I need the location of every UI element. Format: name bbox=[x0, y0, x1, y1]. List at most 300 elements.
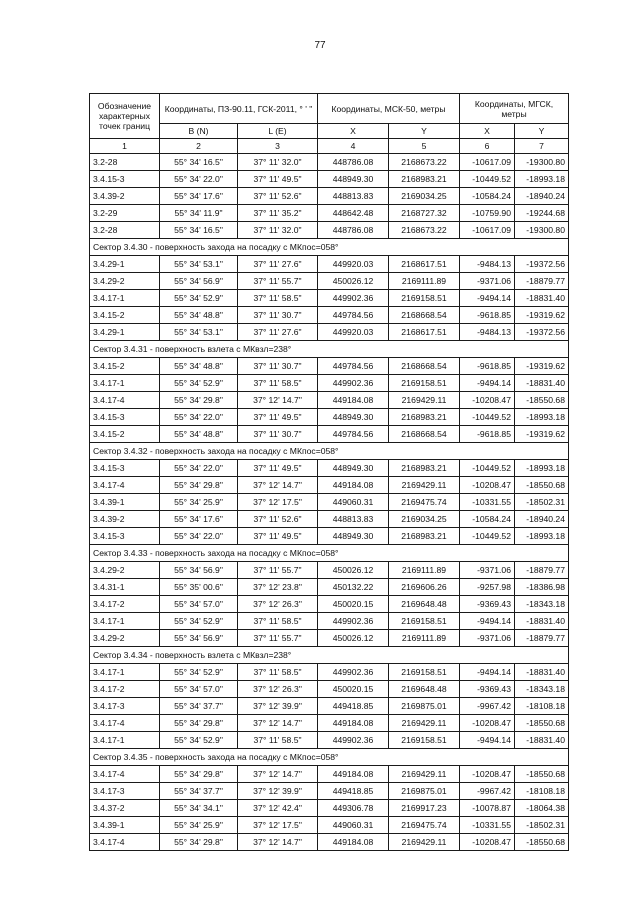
mgsk-x-cell: -9967.42 bbox=[460, 783, 515, 800]
table-row bbox=[90, 715, 569, 732]
mgsk-x-cell: -10449.52 bbox=[460, 171, 515, 188]
mgsk-y-cell: -18831.40 bbox=[515, 664, 569, 681]
header-coords-msk50: Координаты, МСК-50, метры bbox=[318, 94, 460, 124]
longitude-l-cell: 37° 12' 14.7" bbox=[238, 834, 318, 851]
mgsk-y-cell: -18386.98 bbox=[515, 579, 569, 596]
mgsk-x-cell: -9484.13 bbox=[460, 256, 515, 273]
table-row bbox=[90, 817, 569, 834]
table-row bbox=[90, 188, 569, 205]
mgsk-x-cell: -10208.47 bbox=[460, 766, 515, 783]
msk-y-cell: 2169606.26 bbox=[389, 579, 460, 596]
msk-x-cell: 449184.08 bbox=[318, 766, 389, 783]
longitude-l-cell: 37° 11' 58.5" bbox=[238, 613, 318, 630]
longitude-l-cell: 37° 12' 17.5" bbox=[238, 817, 318, 834]
latitude-b-cell: 55° 34' 29.8" bbox=[160, 766, 238, 783]
point-id-cell: 3.4.15-2 bbox=[90, 358, 160, 375]
section-title: Сектор 3.4.32 - поверхность захода на посадку с МКпос=058° bbox=[90, 443, 569, 460]
table-row bbox=[90, 698, 569, 715]
mgsk-x-cell: -10584.24 bbox=[460, 188, 515, 205]
msk-x-cell: 449784.56 bbox=[318, 307, 389, 324]
table-row bbox=[90, 222, 569, 239]
mgsk-x-cell: -9494.14 bbox=[460, 664, 515, 681]
longitude-l-cell: 37° 11' 55.7" bbox=[238, 630, 318, 647]
coordinates-table bbox=[89, 93, 569, 851]
latitude-b-cell: 55° 34' 17.6" bbox=[160, 188, 238, 205]
mgsk-x-cell: -10208.47 bbox=[460, 392, 515, 409]
msk-y-cell: 2168727.32 bbox=[389, 205, 460, 222]
mgsk-y-cell: -18831.40 bbox=[515, 732, 569, 749]
longitude-l-cell: 37° 12' 14.7" bbox=[238, 392, 318, 409]
mgsk-y-cell: -18550.68 bbox=[515, 392, 569, 409]
point-id-cell: 3.4.17-1 bbox=[90, 290, 160, 307]
table-row bbox=[90, 409, 569, 426]
latitude-b-cell: 55° 34' 53.1" bbox=[160, 324, 238, 341]
mgsk-y-cell: -18343.18 bbox=[515, 596, 569, 613]
msk-x-cell: 449902.36 bbox=[318, 664, 389, 681]
latitude-b-cell: 55° 34' 52.9" bbox=[160, 613, 238, 630]
point-id-cell: 3.4.17-4 bbox=[90, 766, 160, 783]
table-row bbox=[90, 562, 569, 579]
msk-x-cell: 449784.56 bbox=[318, 426, 389, 443]
msk-x-cell: 449902.36 bbox=[318, 290, 389, 307]
msk-y-cell: 2169429.11 bbox=[389, 392, 460, 409]
table-body bbox=[90, 154, 569, 851]
table-row bbox=[90, 783, 569, 800]
longitude-l-cell: 37° 11' 30.7" bbox=[238, 426, 318, 443]
longitude-l-cell: 37° 11' 30.7" bbox=[238, 307, 318, 324]
msk-x-cell: 448949.30 bbox=[318, 460, 389, 477]
latitude-b-cell: 55° 34' 22.0" bbox=[160, 460, 238, 477]
mgsk-y-cell: -18064.38 bbox=[515, 800, 569, 817]
point-id-cell: 3.2-28 bbox=[90, 222, 160, 239]
table-row bbox=[90, 205, 569, 222]
latitude-b-cell: 55° 34' 48.8" bbox=[160, 426, 238, 443]
latitude-b-cell: 55° 34' 34.1" bbox=[160, 800, 238, 817]
msk-x-cell: 449306.78 bbox=[318, 800, 389, 817]
latitude-b-cell: 55° 34' 48.8" bbox=[160, 358, 238, 375]
table-row bbox=[90, 613, 569, 630]
latitude-b-cell: 55° 34' 56.9" bbox=[160, 273, 238, 290]
latitude-b-cell: 55° 34' 37.7" bbox=[160, 698, 238, 715]
table-row bbox=[90, 324, 569, 341]
msk-x-cell: 450026.12 bbox=[318, 630, 389, 647]
msk-y-cell: 2168668.54 bbox=[389, 426, 460, 443]
header-y-msk: Y bbox=[389, 124, 460, 139]
mgsk-y-cell: -18550.68 bbox=[515, 477, 569, 494]
mgsk-y-cell: -18993.18 bbox=[515, 460, 569, 477]
header-coords-pz9011: Координаты, ПЗ-90.11, ГСК-2011, ° ' " bbox=[160, 94, 318, 124]
msk-y-cell: 2168983.21 bbox=[389, 460, 460, 477]
msk-x-cell: 448949.30 bbox=[318, 171, 389, 188]
msk-x-cell: 449060.31 bbox=[318, 494, 389, 511]
longitude-l-cell: 37° 11' 55.7" bbox=[238, 562, 318, 579]
table-row bbox=[90, 273, 569, 290]
msk-x-cell: 448786.08 bbox=[318, 222, 389, 239]
mgsk-x-cell: -10078.87 bbox=[460, 800, 515, 817]
latitude-b-cell: 55° 34' 29.8" bbox=[160, 392, 238, 409]
msk-x-cell: 449184.08 bbox=[318, 715, 389, 732]
msk-y-cell: 2169429.11 bbox=[389, 766, 460, 783]
section-row bbox=[90, 341, 569, 358]
point-id-cell: 3.4.17-4 bbox=[90, 715, 160, 732]
msk-y-cell: 2169475.74 bbox=[389, 817, 460, 834]
msk-y-cell: 2169158.51 bbox=[389, 613, 460, 630]
latitude-b-cell: 55° 34' 22.0" bbox=[160, 409, 238, 426]
msk-y-cell: 2169111.89 bbox=[389, 273, 460, 290]
longitude-l-cell: 37° 12' 14.7" bbox=[238, 477, 318, 494]
mgsk-y-cell: -19244.68 bbox=[515, 205, 569, 222]
mgsk-x-cell: -9371.06 bbox=[460, 562, 515, 579]
longitude-l-cell: 37° 12' 42.4" bbox=[238, 800, 318, 817]
longitude-l-cell: 37° 11' 49.5" bbox=[238, 528, 318, 545]
latitude-b-cell: 55° 34' 29.8" bbox=[160, 834, 238, 851]
mgsk-x-cell: -9371.06 bbox=[460, 630, 515, 647]
longitude-l-cell: 37° 11' 58.5" bbox=[238, 664, 318, 681]
mgsk-x-cell: -9484.13 bbox=[460, 324, 515, 341]
msk-x-cell: 449920.03 bbox=[318, 256, 389, 273]
longitude-l-cell: 37° 11' 32.0" bbox=[238, 222, 318, 239]
mgsk-y-cell: -18993.18 bbox=[515, 528, 569, 545]
msk-y-cell: 2168617.51 bbox=[389, 324, 460, 341]
msk-x-cell: 449060.31 bbox=[318, 817, 389, 834]
header-l: L (E) bbox=[238, 124, 318, 139]
table-row bbox=[90, 154, 569, 171]
table-row bbox=[90, 732, 569, 749]
msk-x-cell: 448813.83 bbox=[318, 188, 389, 205]
msk-y-cell: 2169648.48 bbox=[389, 596, 460, 613]
point-id-cell: 3.4.15-3 bbox=[90, 528, 160, 545]
latitude-b-cell: 55° 34' 16.5" bbox=[160, 154, 238, 171]
msk-y-cell: 2168673.22 bbox=[389, 154, 460, 171]
msk-y-cell: 2168668.54 bbox=[389, 307, 460, 324]
point-id-cell: 3.4.39-1 bbox=[90, 494, 160, 511]
msk-x-cell: 449184.08 bbox=[318, 392, 389, 409]
msk-y-cell: 2169875.01 bbox=[389, 698, 460, 715]
mgsk-x-cell: -9494.14 bbox=[460, 613, 515, 630]
point-id-cell: 3.4.29-1 bbox=[90, 324, 160, 341]
mgsk-x-cell: -9494.14 bbox=[460, 290, 515, 307]
point-id-cell: 3.4.29-2 bbox=[90, 630, 160, 647]
table-row bbox=[90, 834, 569, 851]
section-row bbox=[90, 749, 569, 766]
section-row bbox=[90, 545, 569, 562]
mgsk-x-cell: -10617.09 bbox=[460, 154, 515, 171]
mgsk-x-cell: -10449.52 bbox=[460, 460, 515, 477]
latitude-b-cell: 55° 34' 57.0" bbox=[160, 681, 238, 698]
mgsk-x-cell: -9371.06 bbox=[460, 273, 515, 290]
mgsk-x-cell: -10208.47 bbox=[460, 477, 515, 494]
longitude-l-cell: 37° 11' 27.6" bbox=[238, 324, 318, 341]
header-b: B (N) bbox=[160, 124, 238, 139]
mgsk-y-cell: -18940.24 bbox=[515, 511, 569, 528]
longitude-l-cell: 37° 11' 27.6" bbox=[238, 256, 318, 273]
section-row bbox=[90, 647, 569, 664]
point-id-cell: 3.4.17-4 bbox=[90, 392, 160, 409]
mgsk-x-cell: -10331.55 bbox=[460, 494, 515, 511]
column-number: 1 bbox=[90, 139, 160, 154]
latitude-b-cell: 55° 34' 17.6" bbox=[160, 511, 238, 528]
msk-y-cell: 2169034.25 bbox=[389, 511, 460, 528]
mgsk-x-cell: -9618.85 bbox=[460, 307, 515, 324]
longitude-l-cell: 37° 11' 58.5" bbox=[238, 375, 318, 392]
point-id-cell: 3.4.31-1 bbox=[90, 579, 160, 596]
latitude-b-cell: 55° 34' 22.0" bbox=[160, 528, 238, 545]
latitude-b-cell: 55° 35' 00.6" bbox=[160, 579, 238, 596]
msk-x-cell: 448949.30 bbox=[318, 409, 389, 426]
point-id-cell: 3.4.17-4 bbox=[90, 834, 160, 851]
table-row bbox=[90, 596, 569, 613]
column-number: 4 bbox=[318, 139, 389, 154]
mgsk-y-cell: -18993.18 bbox=[515, 409, 569, 426]
point-id-cell: 3.4.15-3 bbox=[90, 171, 160, 188]
section-title: Сектор 3.4.30 - поверхность захода на посадку с МКпос=058° bbox=[90, 239, 569, 256]
latitude-b-cell: 55° 34' 29.8" bbox=[160, 477, 238, 494]
latitude-b-cell: 55° 34' 25.9" bbox=[160, 494, 238, 511]
mgsk-x-cell: -10331.55 bbox=[460, 817, 515, 834]
table-row bbox=[90, 579, 569, 596]
mgsk-x-cell: -9369.43 bbox=[460, 596, 515, 613]
section-title: Сектор 3.4.35 - поверхность захода на посадку с МКпос=058° bbox=[90, 749, 569, 766]
table-row bbox=[90, 800, 569, 817]
longitude-l-cell: 37° 12' 26.3" bbox=[238, 596, 318, 613]
point-id-cell: 3.4.15-2 bbox=[90, 307, 160, 324]
latitude-b-cell: 55° 34' 16.5" bbox=[160, 222, 238, 239]
point-id-cell: 3.4.17-3 bbox=[90, 783, 160, 800]
msk-x-cell: 449784.56 bbox=[318, 358, 389, 375]
section-row bbox=[90, 239, 569, 256]
point-id-cell: 3.4.29-1 bbox=[90, 256, 160, 273]
table-row bbox=[90, 766, 569, 783]
msk-x-cell: 448949.30 bbox=[318, 528, 389, 545]
mgsk-y-cell: -18108.18 bbox=[515, 698, 569, 715]
msk-y-cell: 2169034.25 bbox=[389, 188, 460, 205]
mgsk-y-cell: -18550.68 bbox=[515, 834, 569, 851]
mgsk-y-cell: -19300.80 bbox=[515, 154, 569, 171]
table-row bbox=[90, 426, 569, 443]
header-x-msk: X bbox=[318, 124, 389, 139]
mgsk-y-cell: -19372.56 bbox=[515, 256, 569, 273]
table-header bbox=[90, 94, 569, 154]
msk-y-cell: 2168983.21 bbox=[389, 528, 460, 545]
mgsk-y-cell: -18502.31 bbox=[515, 494, 569, 511]
msk-y-cell: 2169158.51 bbox=[389, 732, 460, 749]
msk-y-cell: 2169429.11 bbox=[389, 477, 460, 494]
longitude-l-cell: 37° 12' 14.7" bbox=[238, 766, 318, 783]
mgsk-y-cell: -18940.24 bbox=[515, 188, 569, 205]
latitude-b-cell: 55° 34' 25.9" bbox=[160, 817, 238, 834]
msk-x-cell: 449902.36 bbox=[318, 375, 389, 392]
msk-y-cell: 2168668.54 bbox=[389, 358, 460, 375]
msk-x-cell: 449902.36 bbox=[318, 732, 389, 749]
msk-y-cell: 2169429.11 bbox=[389, 834, 460, 851]
point-id-cell: 3.4.17-1 bbox=[90, 732, 160, 749]
latitude-b-cell: 55° 34' 52.9" bbox=[160, 664, 238, 681]
msk-y-cell: 2169917.23 bbox=[389, 800, 460, 817]
section-title: Сектор 3.4.34 - поверхность взлета с МКвзл=238° bbox=[90, 647, 569, 664]
column-number: 7 bbox=[515, 139, 569, 154]
mgsk-y-cell: -18879.77 bbox=[515, 273, 569, 290]
page-number: 77 bbox=[314, 40, 326, 51]
mgsk-x-cell: -9967.42 bbox=[460, 698, 515, 715]
point-id-cell: 3.4.17-3 bbox=[90, 698, 160, 715]
mgsk-x-cell: -10584.24 bbox=[460, 511, 515, 528]
msk-x-cell: 449184.08 bbox=[318, 477, 389, 494]
msk-x-cell: 450020.15 bbox=[318, 596, 389, 613]
msk-x-cell: 450026.12 bbox=[318, 273, 389, 290]
mgsk-y-cell: -18993.18 bbox=[515, 171, 569, 188]
longitude-l-cell: 37° 12' 23.8" bbox=[238, 579, 318, 596]
point-id-cell: 3.4.29-2 bbox=[90, 273, 160, 290]
msk-x-cell: 449418.85 bbox=[318, 698, 389, 715]
msk-x-cell: 448786.08 bbox=[318, 154, 389, 171]
longitude-l-cell: 37° 12' 26.3" bbox=[238, 681, 318, 698]
longitude-l-cell: 37° 11' 52.6" bbox=[238, 188, 318, 205]
longitude-l-cell: 37° 11' 55.7" bbox=[238, 273, 318, 290]
table-row bbox=[90, 630, 569, 647]
mgsk-y-cell: -19319.62 bbox=[515, 426, 569, 443]
latitude-b-cell: 55° 34' 37.7" bbox=[160, 783, 238, 800]
point-id-cell: 3.2-29 bbox=[90, 205, 160, 222]
mgsk-y-cell: -18502.31 bbox=[515, 817, 569, 834]
mgsk-x-cell: -9369.43 bbox=[460, 681, 515, 698]
point-id-cell: 3.4.17-2 bbox=[90, 681, 160, 698]
mgsk-x-cell: -10759.90 bbox=[460, 205, 515, 222]
msk-x-cell: 450020.15 bbox=[318, 681, 389, 698]
mgsk-x-cell: -10449.52 bbox=[460, 409, 515, 426]
table-row bbox=[90, 460, 569, 477]
mgsk-x-cell: -10208.47 bbox=[460, 834, 515, 851]
header-x-mgsk: X bbox=[460, 124, 515, 139]
table-row bbox=[90, 681, 569, 698]
latitude-b-cell: 55° 34' 52.9" bbox=[160, 290, 238, 307]
section-title: Сектор 3.4.31 - поверхность взлета с МКвзл=238° bbox=[90, 341, 569, 358]
latitude-b-cell: 55° 34' 56.9" bbox=[160, 562, 238, 579]
msk-x-cell: 450026.12 bbox=[318, 562, 389, 579]
msk-x-cell: 448813.83 bbox=[318, 511, 389, 528]
point-id-cell: 3.4.17-4 bbox=[90, 477, 160, 494]
table-row bbox=[90, 290, 569, 307]
column-number: 6 bbox=[460, 139, 515, 154]
latitude-b-cell: 55° 34' 11.9" bbox=[160, 205, 238, 222]
mgsk-y-cell: -18343.18 bbox=[515, 681, 569, 698]
column-number: 3 bbox=[238, 139, 318, 154]
mgsk-x-cell: -9618.85 bbox=[460, 358, 515, 375]
table-row bbox=[90, 664, 569, 681]
point-id-cell: 3.4.39-1 bbox=[90, 817, 160, 834]
mgsk-y-cell: -18550.68 bbox=[515, 766, 569, 783]
msk-y-cell: 2169158.51 bbox=[389, 290, 460, 307]
longitude-l-cell: 37° 11' 30.7" bbox=[238, 358, 318, 375]
longitude-l-cell: 37° 12' 14.7" bbox=[238, 715, 318, 732]
msk-y-cell: 2168983.21 bbox=[389, 171, 460, 188]
longitude-l-cell: 37° 12' 17.5" bbox=[238, 494, 318, 511]
mgsk-y-cell: -19319.62 bbox=[515, 358, 569, 375]
mgsk-y-cell: -18879.77 bbox=[515, 562, 569, 579]
longitude-l-cell: 37° 11' 49.5" bbox=[238, 409, 318, 426]
msk-y-cell: 2169111.89 bbox=[389, 562, 460, 579]
msk-x-cell: 449184.08 bbox=[318, 834, 389, 851]
table-row bbox=[90, 494, 569, 511]
longitude-l-cell: 37° 11' 35.2" bbox=[238, 205, 318, 222]
latitude-b-cell: 55° 34' 52.9" bbox=[160, 375, 238, 392]
mgsk-x-cell: -9618.85 bbox=[460, 426, 515, 443]
table-row bbox=[90, 511, 569, 528]
point-id-cell: 3.4.39-2 bbox=[90, 511, 160, 528]
longitude-l-cell: 37° 11' 32.0" bbox=[238, 154, 318, 171]
mgsk-x-cell: -10617.09 bbox=[460, 222, 515, 239]
mgsk-y-cell: -19372.56 bbox=[515, 324, 569, 341]
column-number: 5 bbox=[389, 139, 460, 154]
longitude-l-cell: 37° 11' 49.5" bbox=[238, 171, 318, 188]
mgsk-x-cell: -9494.14 bbox=[460, 732, 515, 749]
msk-y-cell: 2169875.01 bbox=[389, 783, 460, 800]
msk-y-cell: 2169111.89 bbox=[389, 630, 460, 647]
msk-y-cell: 2169429.11 bbox=[389, 715, 460, 732]
msk-x-cell: 449920.03 bbox=[318, 324, 389, 341]
mgsk-x-cell: -10208.47 bbox=[460, 715, 515, 732]
table-row bbox=[90, 256, 569, 273]
point-id-cell: 3.4.17-1 bbox=[90, 375, 160, 392]
msk-x-cell: 449902.36 bbox=[318, 613, 389, 630]
column-number: 2 bbox=[160, 139, 238, 154]
msk-y-cell: 2168983.21 bbox=[389, 409, 460, 426]
mgsk-y-cell: -18831.40 bbox=[515, 375, 569, 392]
mgsk-x-cell: -10449.52 bbox=[460, 528, 515, 545]
table-row bbox=[90, 528, 569, 545]
msk-x-cell: 449418.85 bbox=[318, 783, 389, 800]
msk-y-cell: 2168673.22 bbox=[389, 222, 460, 239]
msk-y-cell: 2169648.48 bbox=[389, 681, 460, 698]
point-id-cell: 3.2-28 bbox=[90, 154, 160, 171]
table-row bbox=[90, 358, 569, 375]
header-point-designation: Обозначение характерных точек границ bbox=[90, 94, 160, 139]
point-id-cell: 3.4.15-3 bbox=[90, 460, 160, 477]
mgsk-x-cell: -9257.98 bbox=[460, 579, 515, 596]
header-coords-mgsk: Координаты, МГСК, метры bbox=[460, 94, 569, 124]
longitude-l-cell: 37° 12' 39.9" bbox=[238, 783, 318, 800]
longitude-l-cell: 37° 11' 52.6" bbox=[238, 511, 318, 528]
longitude-l-cell: 37° 11' 49.5" bbox=[238, 460, 318, 477]
msk-y-cell: 2168617.51 bbox=[389, 256, 460, 273]
point-id-cell: 3.4.39-2 bbox=[90, 188, 160, 205]
table-row bbox=[90, 307, 569, 324]
longitude-l-cell: 37° 12' 39.9" bbox=[238, 698, 318, 715]
longitude-l-cell: 37° 11' 58.5" bbox=[238, 732, 318, 749]
mgsk-y-cell: -18108.18 bbox=[515, 783, 569, 800]
section-row bbox=[90, 443, 569, 460]
msk-y-cell: 2169158.51 bbox=[389, 375, 460, 392]
latitude-b-cell: 55° 34' 48.8" bbox=[160, 307, 238, 324]
mgsk-y-cell: -18831.40 bbox=[515, 290, 569, 307]
mgsk-x-cell: -9494.14 bbox=[460, 375, 515, 392]
point-id-cell: 3.4.15-2 bbox=[90, 426, 160, 443]
mgsk-y-cell: -18831.40 bbox=[515, 613, 569, 630]
table-row bbox=[90, 375, 569, 392]
mgsk-y-cell: -19319.62 bbox=[515, 307, 569, 324]
table-row bbox=[90, 477, 569, 494]
msk-x-cell: 450132.22 bbox=[318, 579, 389, 596]
latitude-b-cell: 55° 34' 22.0" bbox=[160, 171, 238, 188]
mgsk-y-cell: -18550.68 bbox=[515, 715, 569, 732]
point-id-cell: 3.4.29-2 bbox=[90, 562, 160, 579]
latitude-b-cell: 55° 34' 52.9" bbox=[160, 732, 238, 749]
latitude-b-cell: 55° 34' 53.1" bbox=[160, 256, 238, 273]
latitude-b-cell: 55° 34' 29.8" bbox=[160, 715, 238, 732]
table-row bbox=[90, 392, 569, 409]
table-row bbox=[90, 171, 569, 188]
header-y-mgsk: Y bbox=[515, 124, 569, 139]
mgsk-y-cell: -19300.80 bbox=[515, 222, 569, 239]
